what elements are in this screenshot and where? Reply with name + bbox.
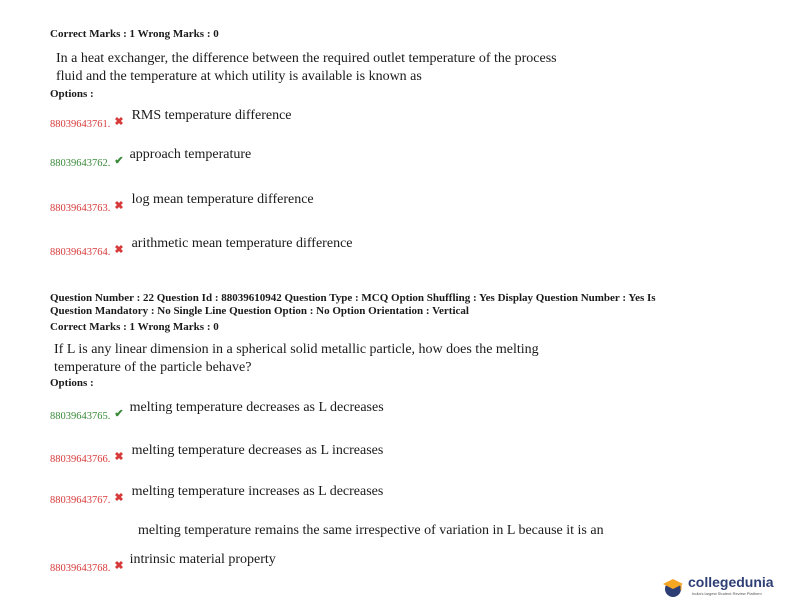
option-text: melting temperature increases as L decreases bbox=[131, 484, 384, 499]
option-text: melting temperature decreases as L increases bbox=[131, 443, 384, 458]
correct-mark-icon: ✔ bbox=[114, 408, 124, 420]
wrong-mark-icon: ✖ bbox=[114, 244, 124, 256]
option-id: 88039643762. bbox=[50, 158, 111, 169]
logo-tagline: India's largest Student Review Platform bbox=[692, 591, 762, 596]
q21-option-3 bbox=[50, 190, 314, 214]
q21-text-line2: fluid and the temperature at which utility is available is known as bbox=[56, 69, 422, 84]
option-text: approach temperature bbox=[129, 147, 252, 162]
collegedunia-logo bbox=[662, 572, 786, 602]
option-text: arithmetic mean temperature difference bbox=[131, 236, 353, 251]
option-id: 88039643766. bbox=[50, 454, 111, 465]
q22-text-line1: If L is any linear dimension in a spherical solid metallic particle, how does the melting bbox=[54, 342, 539, 357]
option-text: log mean temperature difference bbox=[131, 192, 314, 207]
wrong-mark-icon: ✖ bbox=[114, 492, 124, 504]
q21-option-2 bbox=[50, 145, 252, 169]
logo-name: collegedunia bbox=[688, 574, 774, 590]
q21-marks: Correct Marks : 1 Wrong Marks : 0 bbox=[50, 28, 219, 40]
q22-option-2 bbox=[50, 441, 384, 465]
q22-option-3 bbox=[50, 482, 384, 506]
q22-option-4 bbox=[50, 550, 276, 574]
q21-options-label: Options : bbox=[50, 88, 94, 100]
wrong-mark-icon: ✖ bbox=[114, 116, 124, 128]
option-text: melting temperature decreases as L decreases bbox=[129, 400, 384, 415]
option-id: 88039643763. bbox=[50, 203, 111, 214]
wrong-mark-icon: ✖ bbox=[114, 200, 124, 212]
q22-header-line1: Question Number : 22 Question Id : 88039610942 Question Type : MCQ Option Shuffling : Yes Display Question Number : Yes Is bbox=[50, 292, 656, 304]
q21-text-line1: In a heat exchanger, the difference between the required outlet temperature of the process bbox=[56, 51, 557, 66]
option-id: 88039643761. bbox=[50, 119, 111, 130]
q21-option-1 bbox=[50, 106, 292, 130]
graduation-cap-icon bbox=[662, 576, 684, 598]
q21-option-4 bbox=[50, 234, 353, 258]
option-id: 88039643765. bbox=[50, 411, 111, 422]
q22-marks: Correct Marks : 1 Wrong Marks : 0 bbox=[50, 321, 219, 333]
q22-option-4-text-line1: melting temperature remains the same irrespective of variation in L because it is an bbox=[138, 523, 604, 538]
option-text: RMS temperature difference bbox=[131, 108, 292, 123]
wrong-mark-icon: ✖ bbox=[114, 451, 124, 463]
correct-mark-icon: ✔ bbox=[114, 155, 124, 167]
q22-options-label: Options : bbox=[50, 377, 94, 389]
q22-option-1 bbox=[50, 398, 384, 422]
option-text: intrinsic material property bbox=[129, 552, 276, 567]
option-id: 88039643768. bbox=[50, 563, 111, 574]
wrong-mark-icon: ✖ bbox=[114, 560, 124, 572]
option-id: 88039643764. bbox=[50, 247, 111, 258]
q22-text-line2: temperature of the particle behave? bbox=[54, 360, 252, 375]
q22-header-line2: Question Mandatory : No Single Line Question Option : No Option Orientation : Vertical bbox=[50, 305, 469, 317]
option-id: 88039643767. bbox=[50, 495, 111, 506]
